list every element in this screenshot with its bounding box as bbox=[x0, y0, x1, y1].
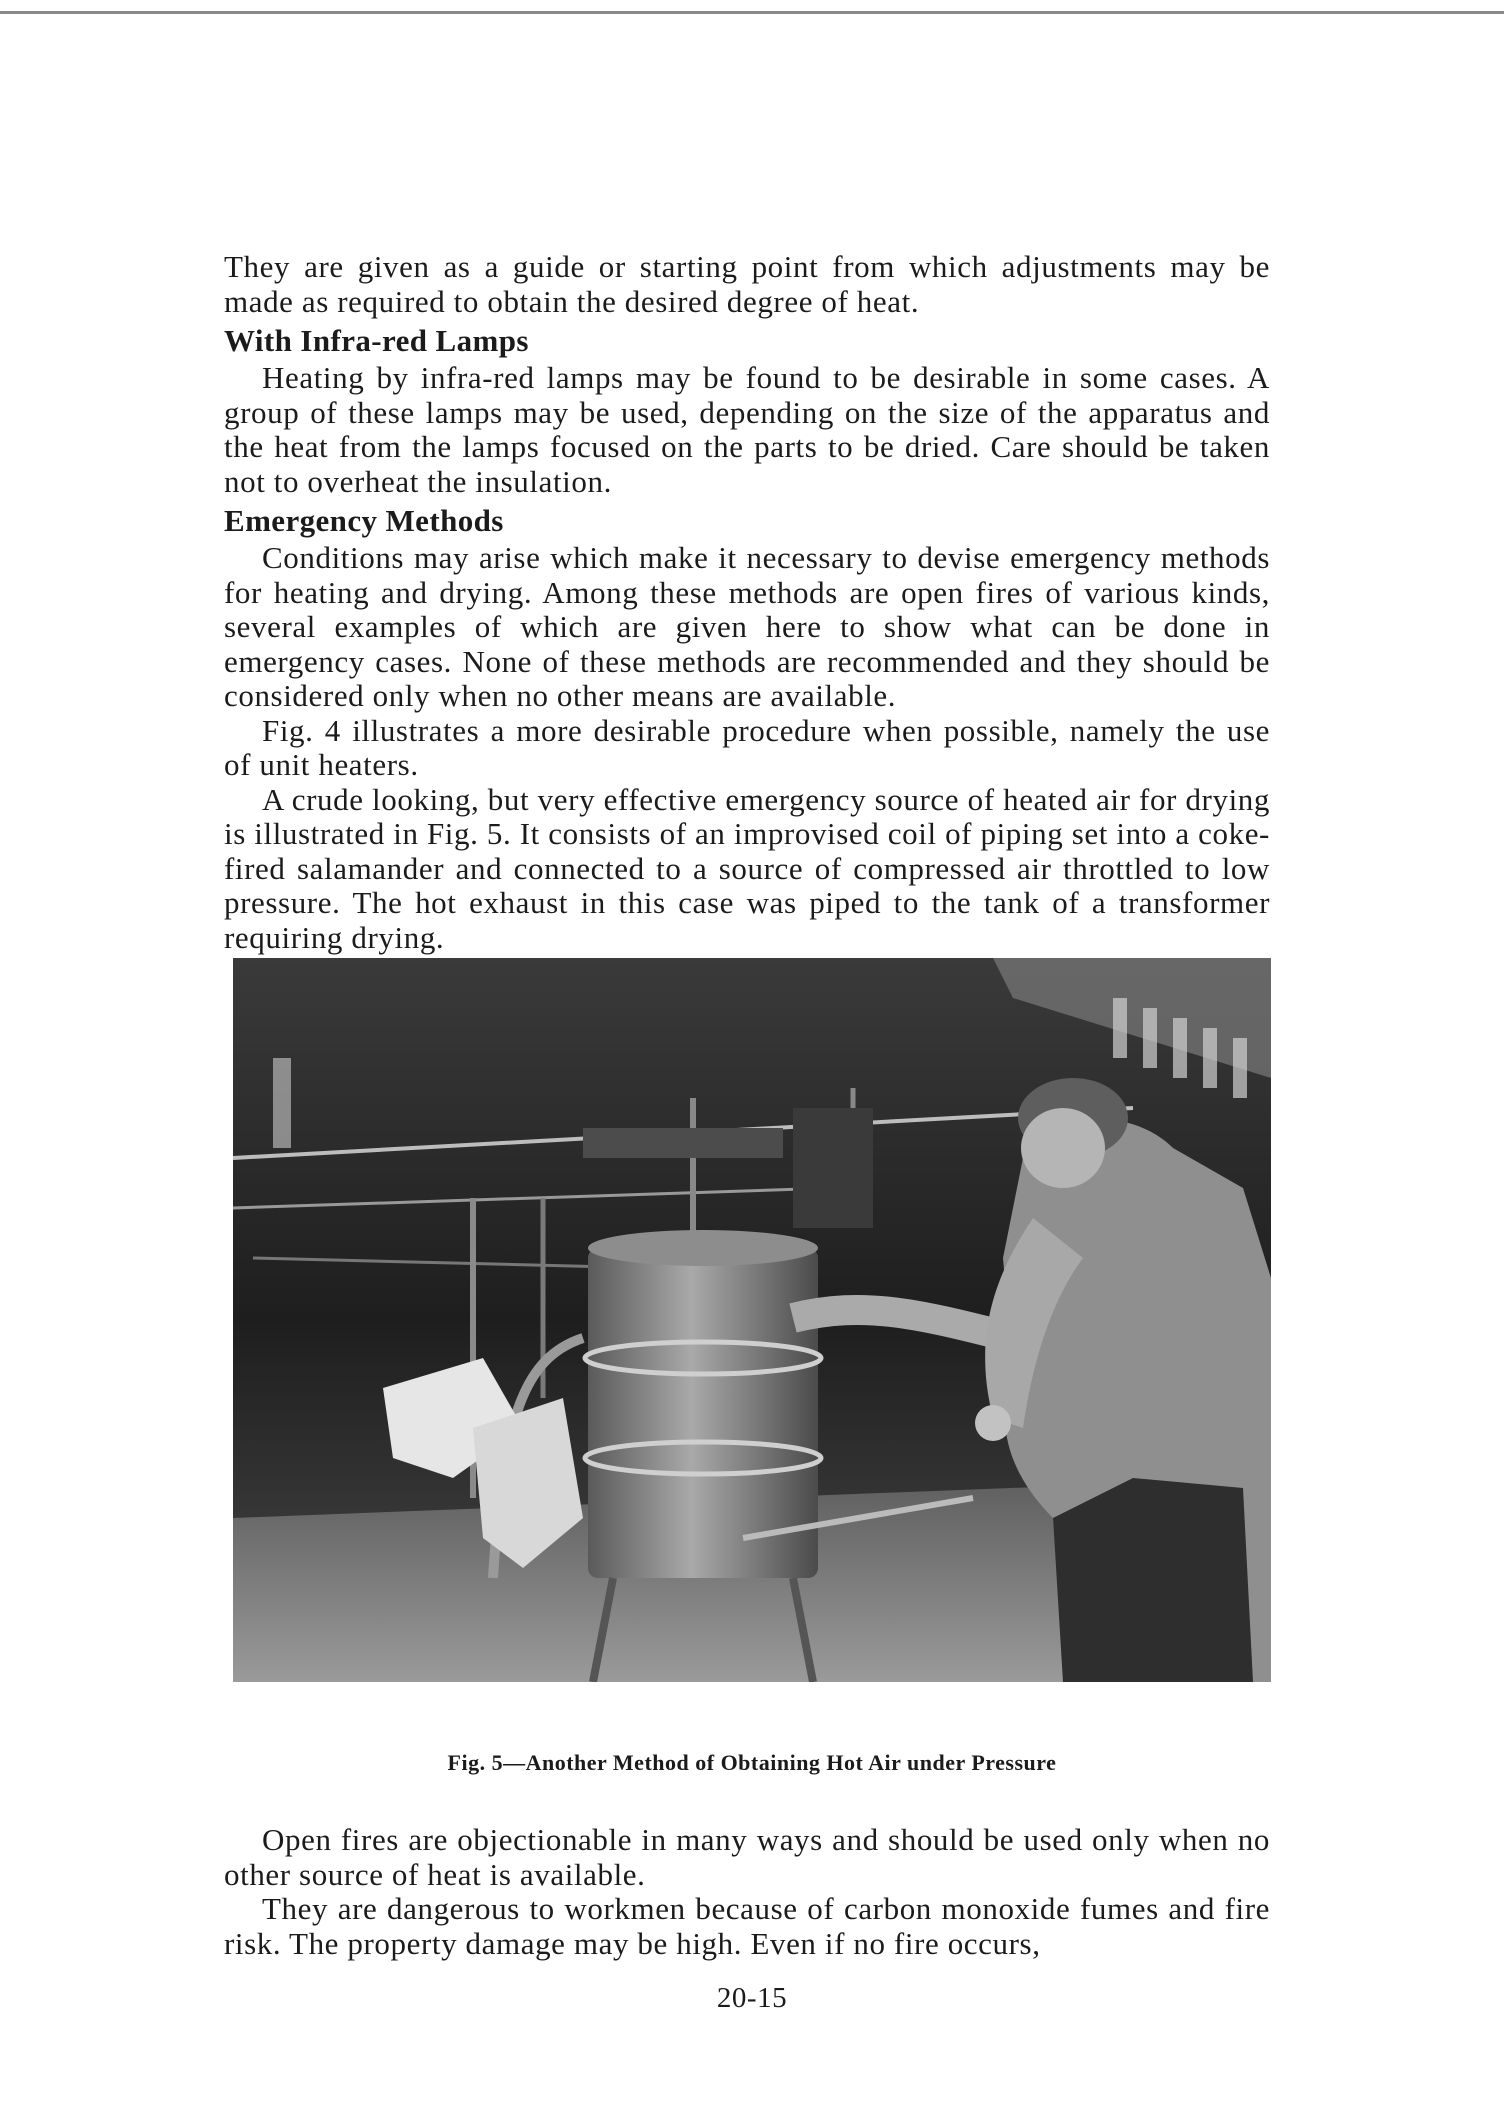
main-text bbox=[224, 250, 1270, 955]
paragraph-open-fires-2: They are dangerous to workmen because of carbon monoxide fumes and fire risk. The property damage may be high. Even if no fire occurs, bbox=[224, 1891, 1270, 1961]
bottom-text bbox=[224, 1823, 1270, 1961]
paragraph-open-fires-1: Open fires are objectionable in many ways and should be used only when no other source of heat is available. bbox=[224, 1822, 1270, 1892]
page-top-rule bbox=[0, 11, 1504, 14]
section-heading-emergency: Emergency Methods bbox=[224, 503, 504, 538]
paragraph-emergency-2: Fig. 4 illustrates a more desirable procedure when possible, namely the use of unit heaters. bbox=[224, 712, 1270, 782]
paragraph-emergency-3: A crude looking, but very effective emergency source of heated air for drying is illustrated in Fig. 5. It consists of an improvised coil of piping set into a coke-fired salamander and connected to a source of compressed air throttled to low pressure. The hot exhaust in this case was piped to the tank of a transformer requiring drying. bbox=[224, 781, 1270, 955]
figure-photo bbox=[233, 958, 1271, 1682]
section-heading-infrared: With Infra-red Lamps bbox=[224, 323, 529, 358]
page-number: 20-15 bbox=[716, 1982, 788, 2014]
figure-caption: Fig. 5—Another Method of Obtaining Hot Air under Pressure bbox=[447, 1750, 1057, 1775]
photo-illustration bbox=[233, 958, 1271, 1682]
intro-paragraph: They are given as a guide or starting point from which adjustments may be made as required to obtain the desired degree of heat. bbox=[224, 249, 1270, 319]
paragraph-emergency-1: Conditions may arise which make it necessary to devise emergency methods for heating and drying. Among these methods are open fires of various kinds, several examples of which are given here to show what can be done in emergency cases. None of these methods are recommended and they should be considered only when no other means are available. bbox=[224, 540, 1270, 713]
paragraph-infrared: Heating by infra-red lamps may be found to be desirable in some cases. A group of these lamps may be used, depending on the size of the apparatus and the heat from the lamps focused on the parts to be dried. Care should be taken not to overheat the insulation. bbox=[224, 360, 1270, 499]
